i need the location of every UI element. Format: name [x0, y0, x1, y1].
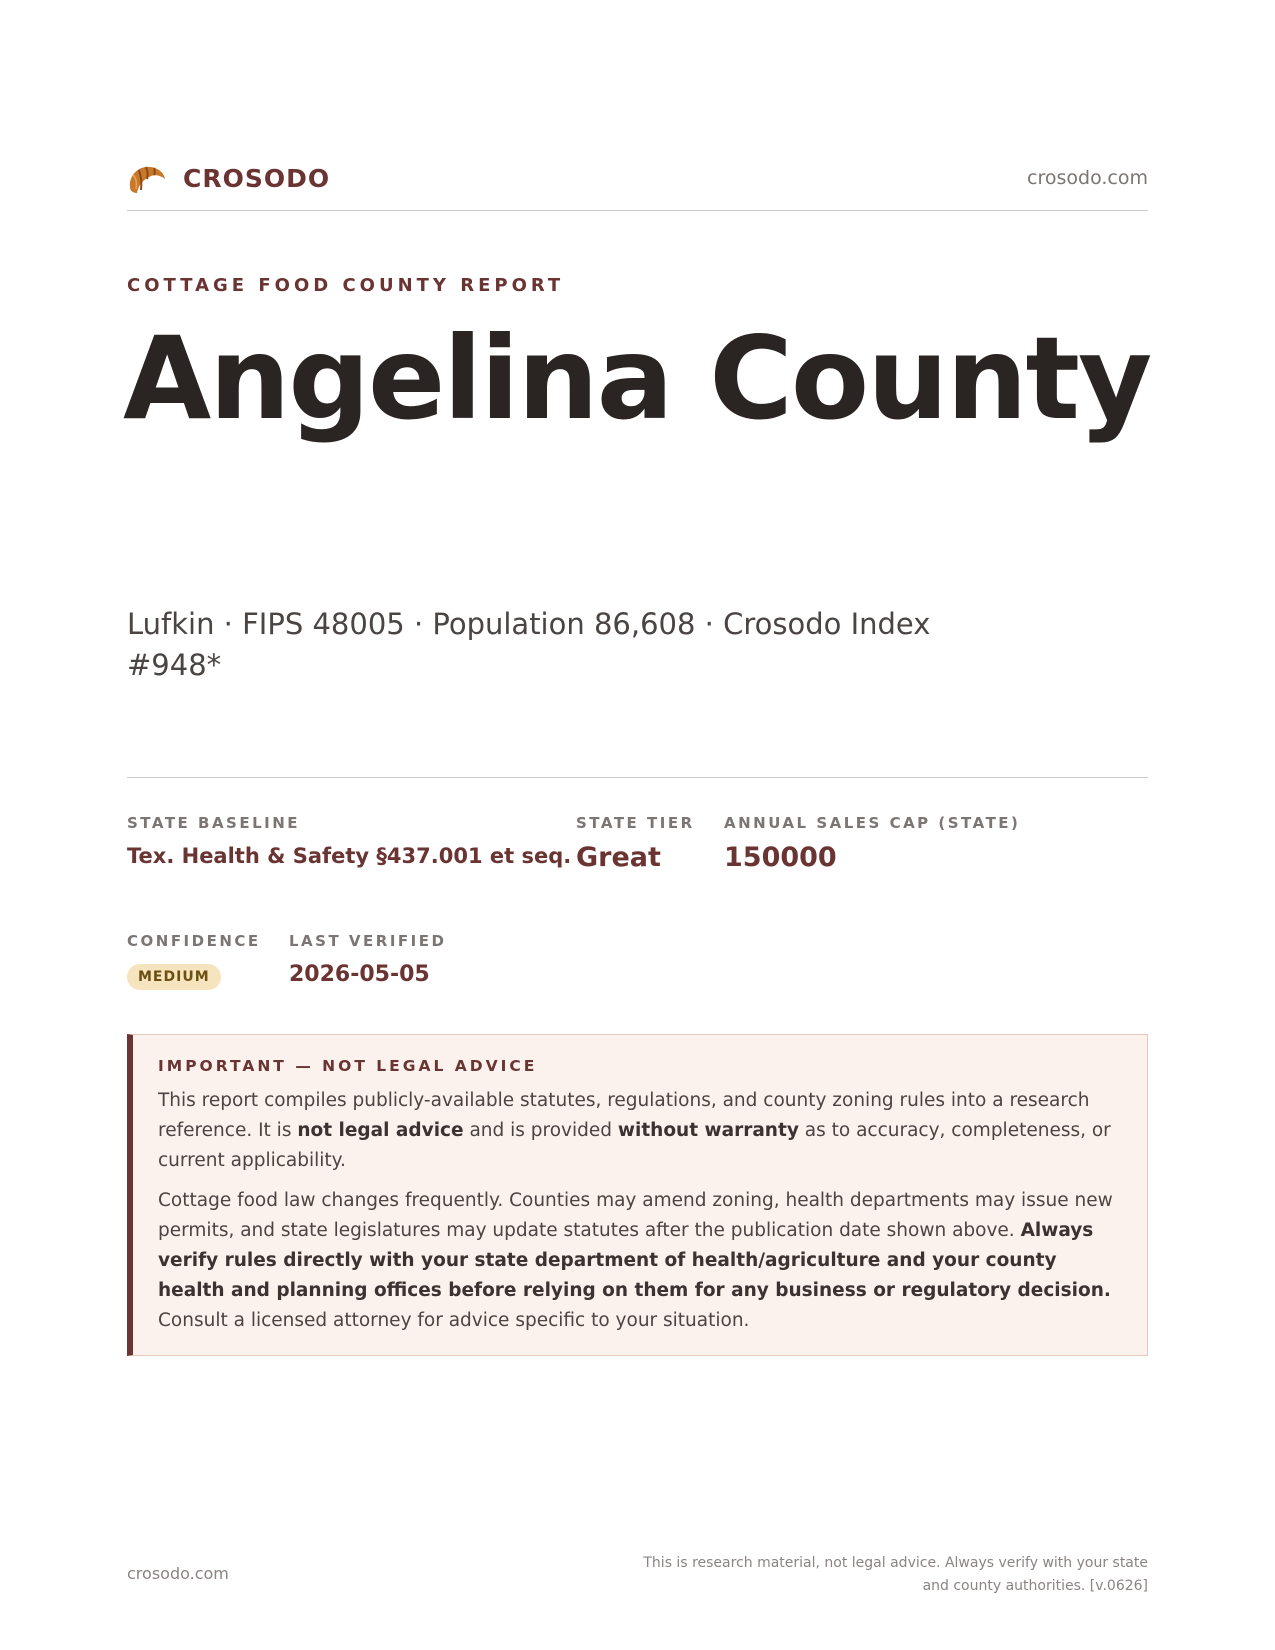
footer-site-url[interactable]: crosodo.com — [127, 1564, 229, 1583]
annual-sales-cap-label: ANNUAL SALES CAP (STATE) — [724, 814, 1021, 832]
report-kicker: COTTAGE FOOD COUNTY REPORT — [127, 275, 565, 296]
county-title: Angelina County — [123, 312, 1151, 445]
confidence-label: CONFIDENCE — [127, 932, 261, 950]
state-baseline-fact — [127, 814, 571, 868]
confidence-badge: MEDIUM — [127, 964, 221, 990]
county-subtitle: Lufkin · FIPS 48005 · Population 86,608 · Crosodo Index #948* — [127, 607, 931, 682]
state-baseline-label: STATE BASELINE — [127, 814, 301, 832]
brand[interactable] — [127, 160, 330, 196]
brand-name: CROSODO — [183, 163, 331, 193]
legal-notice-title: IMPORTANT — NOT LEGAL ADVICE — [158, 1057, 538, 1075]
last-verified-value: 2026-05-05 — [289, 962, 430, 987]
state-baseline-value: Tex. Health & Safety §437.001 et seq. — [127, 844, 572, 868]
croissant-icon — [127, 160, 167, 196]
legal-notice-paragraph-1 — [158, 1086, 1121, 1176]
footer-disclaimer: This is research material, not legal advice. Always verify with your state and county authorities. [v.0626] — [643, 1555, 1148, 1594]
state-tier-fact — [576, 814, 695, 873]
site-url-link[interactable]: crosodo.com — [1027, 167, 1148, 189]
report-page — [123, 0, 1151, 1650]
confidence-fact — [127, 932, 261, 990]
last-verified-label: LAST VERIFIED — [289, 932, 447, 950]
legal-notice-box — [127, 1034, 1148, 1356]
notice-emphasis: without warranty — [617, 1120, 799, 1141]
last-verified-fact — [289, 932, 446, 987]
notice-emphasis: not legal advice — [297, 1120, 464, 1141]
legal-notice-paragraph-2 — [158, 1186, 1121, 1336]
notice-text: This report compiles publicly-available statutes, regulations, and county zoning rules into a research reference. It is — [158, 1090, 1090, 1141]
state-tier-label: STATE TIER — [576, 814, 695, 832]
notice-text: and is provided — [463, 1120, 618, 1141]
section-divider — [127, 777, 1148, 778]
notice-text: Cottage food law changes frequently. Counties may amend zoning, health departments may issue new permits, and state legislatures may update statutes after the publication date shown above. — [158, 1190, 1113, 1241]
annual-sales-cap-value: 150000 — [724, 842, 837, 873]
header-divider — [127, 210, 1148, 211]
notice-text: as to accuracy, completeness, or current applicability. — [158, 1120, 1111, 1171]
page-header — [127, 158, 1148, 198]
annual-sales-cap-fact — [724, 814, 1020, 873]
notice-text: Consult a licensed attorney for advice specific to your situation. — [158, 1310, 750, 1331]
notice-emphasis: Always verify rules directly with your state department of health/agriculture and your county health and planning offices before relying on them for any business or regulatory decision. — [158, 1220, 1111, 1301]
state-tier-value: Great — [576, 842, 661, 873]
